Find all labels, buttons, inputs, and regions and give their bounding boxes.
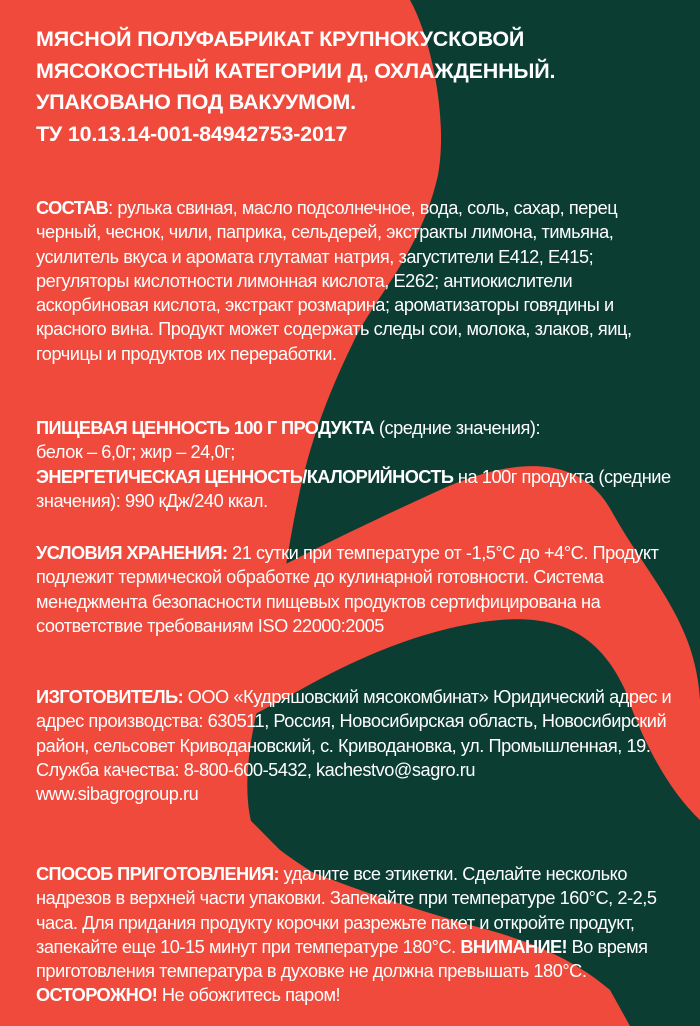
product-title: МЯСНОЙ ПОЛУФАБРИКАТ КРУПНОКУСКОВОЙ МЯСОКОСТНЫЙ КАТЕГОРИИ Д, ОХЛАЖДЕННЫЙ. УПАКОВАНО ПОД ВАКУУМОМ. ТУ 10.13.14-001-84942753-2017 — [36, 27, 556, 146]
nutrition-values: белок – 6,0г; жир – 24,0г; — [36, 442, 235, 463]
manufacturer-section — [36, 685, 686, 806]
composition-text: : рулька свиная, масло подсолнечное, вода, соль, сахар, перец черный, чеснок, чили, паприка, сельдерей, экстракты лимона, тимьяна, усилитель вкуса и аромата глутамат натрия, загустители Е412, Е415; регуляторы кислотности лимонная кислота, Е262; антиокислители аскорбиновая кислота, экстракт розмарина; ароматизаторы говядины и красного вина. Продукт может содержать следы сои, молока, злаков, яиц, горчицы и продуктов их переработки. — [36, 198, 632, 364]
composition-label: СОСТАВ — [36, 198, 109, 218]
composition-section — [36, 196, 686, 366]
storage-text: 21 сутки при температуре от -1,5°С до +4°С. Продукт подлежит термической обработке до кулинарной готовности. Система менеджмента безопасности пищевых продуктов сертифицирована на соответствие требованиям ISO 22000:2005 — [36, 543, 659, 636]
manufacturer-text: ООО «Кудряшовский мясокомбинат» Юридический адрес и адрес производства: 630511, Россия, Новосибирская область, Новосибирский район, сельсовет Криводановский, с. Криводановка, ул. Промышленная, 19. — [36, 687, 672, 756]
caution-label: ОСТОРОЖНО! — [36, 985, 158, 1006]
storage-label: УСЛОВИЯ ХРАНЕНИЯ: — [36, 543, 228, 563]
manufacturer-label: ИЗГОТОВИТЕЛЬ: — [36, 687, 184, 707]
storage-section — [36, 541, 686, 638]
nutrition-label: ПИЩЕВАЯ ЦЕННОСТЬ 100 Г ПРОДУКТА — [36, 418, 375, 438]
website-link: www.sibagrogroup.ru — [36, 784, 199, 805]
quality-service-contact: Служба качества: 8-800-600-5432, kachestvo@sagro.ru — [36, 759, 476, 780]
nutrition-label-suffix: (средние значения): — [374, 418, 541, 438]
cooking-label: СПОСОБ ПРИГОТОВЛЕНИЯ: — [36, 864, 279, 884]
cooking-section — [36, 862, 686, 1008]
cooking-text-2: Во время приготовления температура в духовке не должна превышать 180°С. — [36, 936, 648, 982]
energy-text: на 100г продукта (средние значения): 990 кДж/240 ккал. — [36, 466, 671, 511]
energy-label: ЭНЕРГЕТИЧЕСКАЯ ЦЕННОСТЬ/КАЛОРИЙНОСТЬ — [36, 466, 454, 487]
nutrition-section — [36, 416, 686, 513]
attention-label: ВНИМАНИЕ! — [460, 936, 567, 957]
cooking-text-1: удалите все этикетки. Сделайте несколько надрезов в верхней части упаковки. Запекайте при температуре 160°С, 2-2,5 часа. Для придания продукту корочки разрежьте пакет и откройте продукт, запекайте еще 10-15 минут при температуре 180°С. — [36, 864, 657, 957]
cooking-text-3: Не обожгитесь паром! — [157, 985, 341, 1006]
